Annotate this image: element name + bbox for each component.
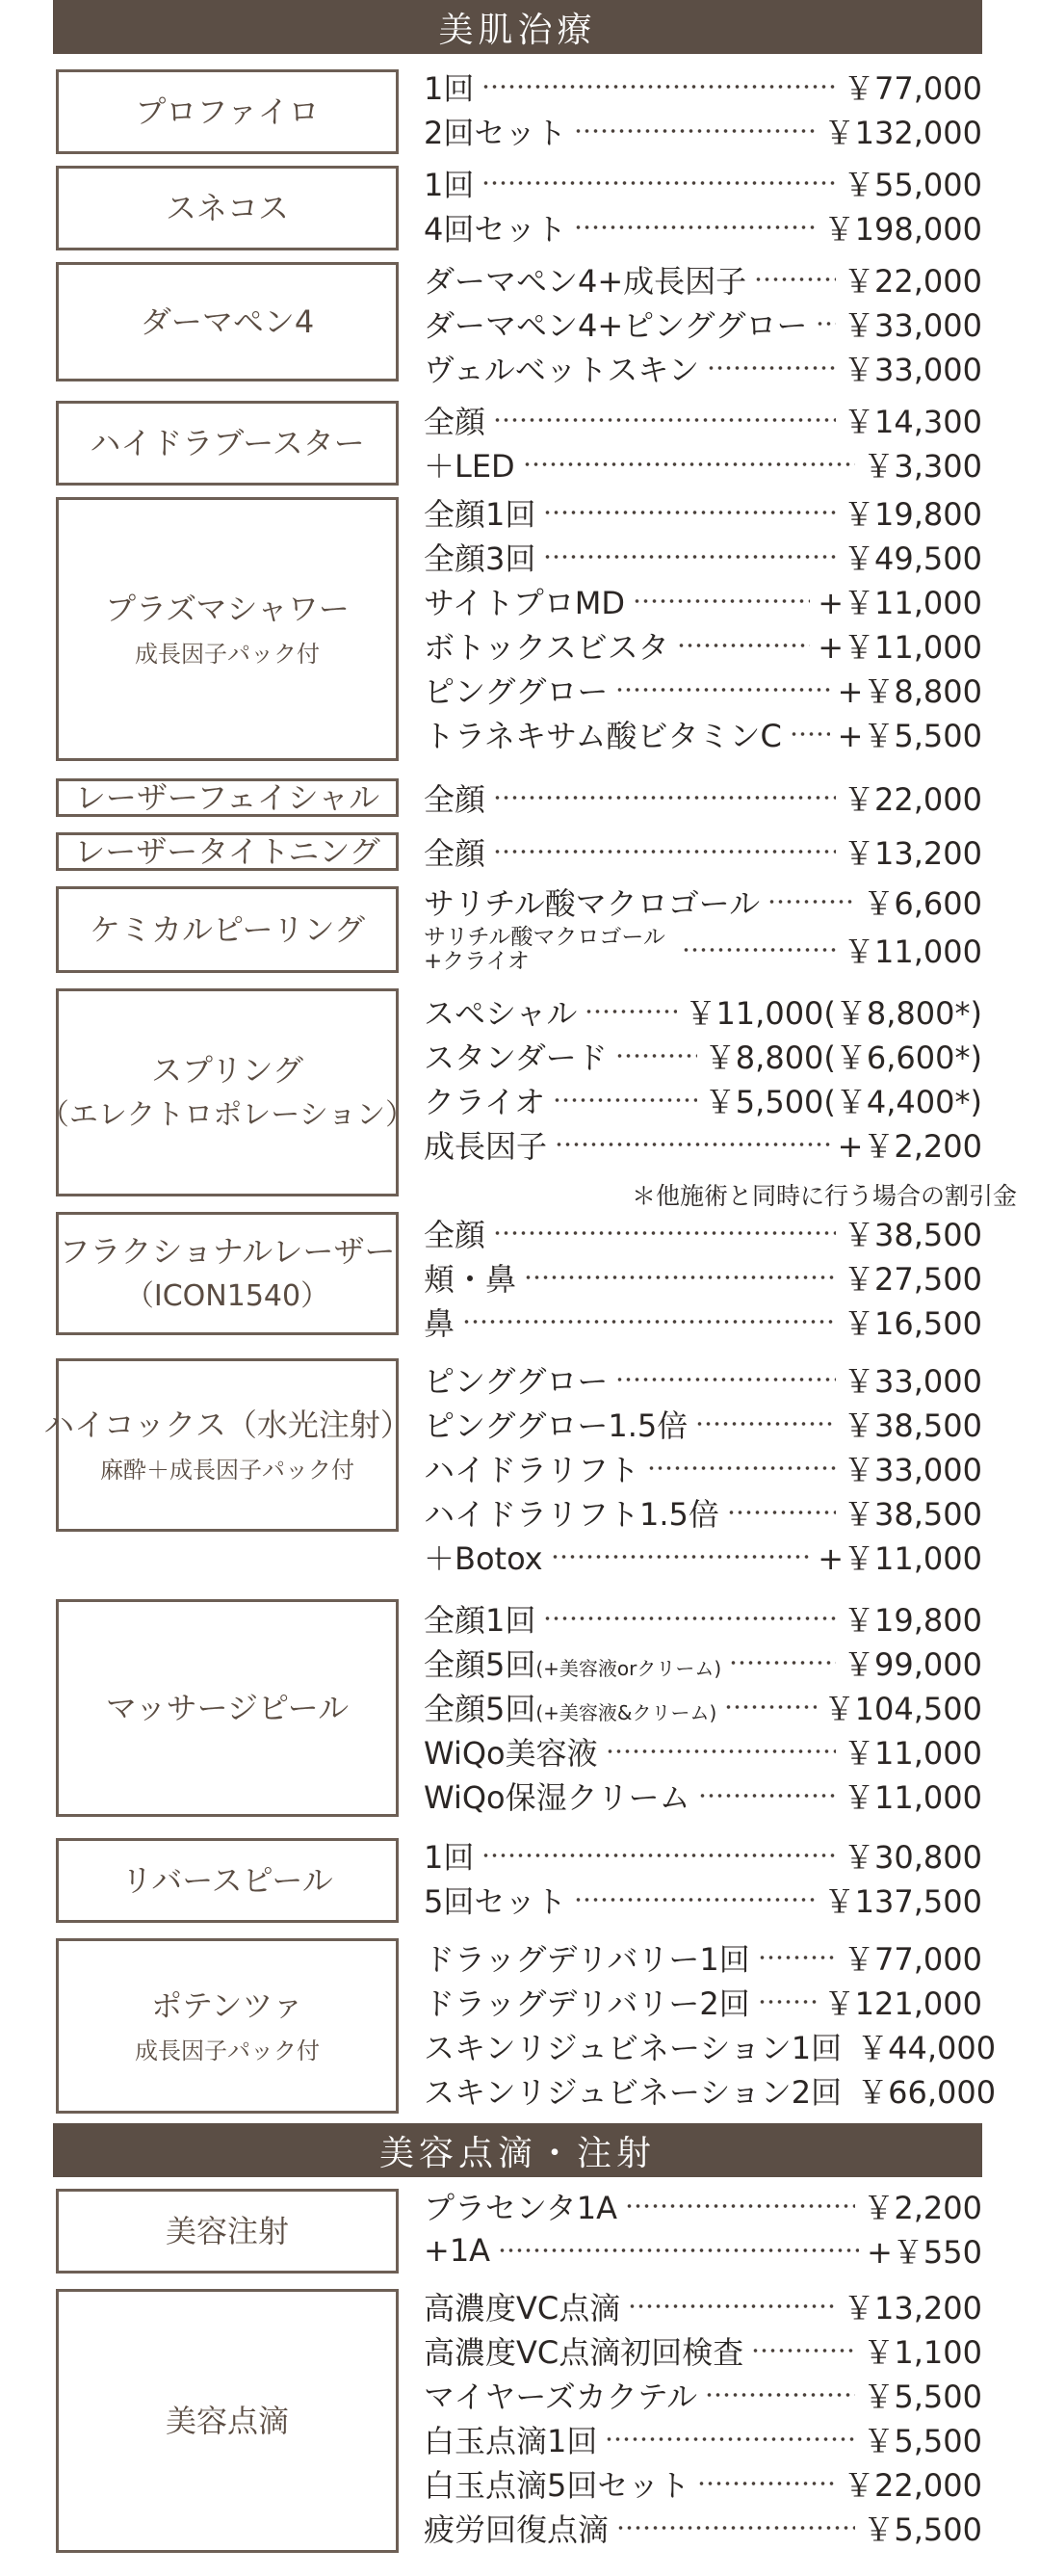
price-row — [424, 2506, 982, 2550]
dot-leader — [633, 597, 810, 605]
treatment-name: マッサージピール — [105, 1689, 350, 1726]
item-price: ￥19,800 — [844, 496, 982, 533]
dot-leader — [724, 1703, 816, 1711]
item-price: ￥11,000 — [844, 1735, 982, 1772]
item-price: ￥38,500 — [844, 1217, 982, 1253]
item-label-text: ドラッグデリバリー2回 — [424, 1985, 750, 2022]
dot-leader — [493, 416, 836, 424]
treatment-name: ポテンツァ — [150, 1986, 304, 2024]
item-price: ￥3,300 — [863, 448, 982, 485]
item-label-note: (+美容液&クリーム) — [535, 1701, 717, 1724]
item-label — [424, 2284, 620, 2328]
item-price: ￥99,000 — [844, 1646, 982, 1683]
item-price: ￥30,800 — [844, 1839, 982, 1876]
price-row — [424, 535, 982, 579]
price-row — [424, 1255, 982, 1300]
dot-leader — [625, 2202, 855, 2210]
item-label-text: 全顔1回 — [424, 496, 536, 533]
item-label-text: ドラッグデリバリー1回 — [424, 1941, 750, 1978]
item-price: +￥11,000 — [818, 585, 982, 621]
item-label-note: (+美容液orクリーム) — [535, 1657, 722, 1680]
price-row — [424, 1490, 982, 1535]
dot-leader — [605, 2435, 855, 2443]
item-label — [424, 1122, 547, 1167]
item-price: ￥33,000 — [844, 352, 982, 388]
dot-leader — [707, 364, 836, 372]
dot-leader — [493, 794, 836, 802]
price-row — [424, 1878, 982, 1922]
dot-leader — [493, 848, 836, 855]
item-label-text: 鼻 — [424, 1305, 455, 1342]
item-label — [424, 2461, 689, 2506]
item-price: ￥13,200 — [844, 2290, 982, 2326]
treatment-name: ハイコックス（水光注射） — [43, 1406, 411, 1443]
dot-leader — [481, 1852, 836, 1859]
item-label — [424, 109, 566, 153]
item-price: ￥5,500 — [863, 2379, 982, 2415]
item-price: ￥33,000 — [844, 1452, 982, 1488]
treatment-name: フラクショナルレーザー — [59, 1233, 396, 1271]
item-label-text: 高濃度VC点滴 — [424, 2290, 621, 2326]
item-price: ￥1,100 — [863, 2334, 982, 2371]
dot-leader — [481, 83, 836, 91]
item-price: ￥22,000 — [844, 781, 982, 818]
item-price: ￥77,000 — [844, 70, 982, 107]
price-row — [424, 2328, 982, 2373]
dot-leader — [585, 1008, 677, 1015]
item-label-text: 高濃度VC点滴初回検査 — [424, 2334, 744, 2371]
price-row — [424, 2184, 982, 2228]
item-label-text: ヴェルベットスキン — [424, 352, 700, 388]
item-price: ￥66,000 — [857, 2074, 997, 2111]
item-label — [424, 1980, 750, 2024]
item-label — [424, 1833, 474, 1878]
price-row — [424, 1641, 982, 1685]
dot-leader — [462, 1318, 836, 1326]
dot-leader — [615, 686, 829, 694]
item-price: ￥121,000 — [823, 1985, 982, 2022]
item-label-text: 成長因子 — [424, 1128, 548, 1165]
item-label-text: ＋LED — [424, 448, 515, 485]
treatment-subtitle: 成長因子パック付 — [135, 641, 320, 669]
price-row — [424, 1596, 982, 1641]
item-label — [424, 2506, 609, 2550]
item-label — [424, 1774, 690, 1818]
dot-leader — [705, 2391, 855, 2399]
item-label-text: サイトプロMD — [424, 585, 626, 621]
item-price: ￥2,200 — [863, 2190, 982, 2226]
item-label-text: ハイドラリフト — [424, 1452, 640, 1488]
dot-leader — [698, 1792, 836, 1800]
item-label-text: クライオ — [424, 1084, 546, 1120]
item-price: ￥11,000(￥8,800*) — [685, 995, 982, 1032]
price-row — [424, 712, 982, 756]
treatment-name: ハイドラブースター — [90, 424, 365, 461]
item-label-text: WiQo保湿クリーム — [424, 1779, 690, 1816]
item-label-text: 全顔 — [424, 781, 486, 818]
price-row — [424, 302, 982, 346]
price-row — [424, 668, 982, 712]
dot-leader — [555, 1141, 830, 1148]
item-label-text: 4回セット — [424, 211, 567, 248]
item-label — [424, 1446, 639, 1490]
item-label-text: 頬・鼻 — [424, 1261, 517, 1298]
item-label-text: ピンググロー — [424, 1363, 609, 1400]
item-label-text: ピンググロー1.5倍 — [424, 1407, 689, 1444]
price-row — [424, 880, 982, 924]
price-row — [424, 2024, 997, 2068]
price-row — [424, 2284, 982, 2328]
dot-leader — [524, 1274, 836, 1281]
item-price: ￥38,500 — [844, 1496, 982, 1533]
price-row — [424, 989, 982, 1034]
treatment-name-box — [56, 2289, 399, 2553]
price-row — [424, 2068, 997, 2113]
item-label — [424, 2417, 597, 2461]
item-label-text: サリチル酸マクロゴール +クライオ — [424, 924, 665, 974]
item-label-text: スタンダード — [424, 1039, 608, 1076]
item-price: ￥198,000 — [823, 211, 982, 248]
item-label — [424, 1935, 750, 1980]
treatment-name-box — [56, 1212, 399, 1335]
treatment-name-box — [39, 988, 415, 1196]
item-price: ￥5,500(￥4,400*) — [704, 1084, 982, 1120]
item-price: ￥77,000 — [844, 1941, 982, 1978]
item-price: ￥11,000 — [844, 1779, 982, 1816]
price-row — [424, 398, 982, 442]
item-label — [424, 880, 760, 924]
item-label — [424, 257, 746, 302]
price-row — [424, 1211, 982, 1255]
item-label — [424, 1402, 688, 1446]
dot-leader — [574, 127, 816, 135]
dot-leader — [553, 1096, 697, 1104]
dot-leader — [816, 320, 836, 328]
dot-leader — [574, 1896, 816, 1904]
item-label-text: 全顔3回 — [424, 540, 536, 577]
dot-leader — [758, 1954, 836, 1961]
item-label — [424, 2184, 617, 2228]
price-row — [424, 829, 982, 874]
dot-leader — [615, 1052, 697, 1060]
price-row — [424, 1078, 982, 1122]
item-label — [424, 490, 535, 535]
dot-leader — [677, 642, 810, 649]
item-label-text: スキンリジュビネーション2回 — [424, 2074, 843, 2111]
item-label — [424, 1255, 516, 1300]
price-row — [424, 1357, 982, 1402]
dot-leader — [523, 460, 856, 468]
item-price: ￥27,500 — [844, 1261, 982, 1298]
item-price: ￥11,000 — [844, 933, 982, 970]
item-label-text: ハイドラリフト1.5倍 — [424, 1496, 719, 1533]
item-label-text: 全顔 — [424, 404, 486, 440]
item-label-text: トラネキサム酸ビタミンC — [424, 718, 782, 754]
item-label-text: スペシャル — [424, 995, 578, 1032]
item-label-text: プラセンタ1A — [424, 2190, 617, 2226]
item-price: ￥16,500 — [844, 1305, 982, 1342]
section-header: 美容点滴・注射 — [53, 2123, 982, 2177]
item-label — [424, 2068, 842, 2113]
section-header: 美肌治療 — [53, 0, 982, 54]
treatment-name-box — [56, 69, 399, 154]
item-label — [424, 535, 535, 579]
item-price: ￥44,000 — [857, 2030, 997, 2066]
treatment-name: レーザーフェイシャル — [74, 778, 380, 816]
treatment-name-box — [43, 1358, 411, 1532]
treatment-name: ダーマペン4 — [140, 302, 315, 340]
price-row — [424, 579, 982, 623]
item-label-text: 全顔5回 — [424, 1691, 536, 1727]
price-row — [424, 1774, 982, 1818]
item-price: ￥22,000 — [844, 2467, 982, 2504]
price-row — [424, 442, 982, 486]
item-label-text: 全顔1回 — [424, 1602, 536, 1639]
item-label — [424, 1490, 719, 1535]
item-price: ￥8,800(￥6,600*) — [704, 1039, 982, 1076]
item-label — [424, 2024, 842, 2068]
dot-leader — [616, 2524, 855, 2532]
dot-leader — [606, 1748, 836, 1755]
item-label — [424, 398, 485, 442]
item-label — [424, 1729, 598, 1774]
item-label — [424, 161, 474, 205]
dot-leader — [751, 2347, 855, 2354]
price-row — [424, 775, 982, 820]
item-label-text: ＋Botox — [424, 1540, 543, 1577]
treatment-name-box — [56, 401, 399, 486]
item-label-text: 2回セット — [424, 115, 567, 151]
price-row — [424, 2228, 982, 2273]
treatment-name-box — [56, 497, 399, 761]
dot-leader — [767, 898, 855, 906]
price-row — [424, 109, 982, 153]
item-label-text: 1回 — [424, 70, 475, 107]
item-label — [424, 579, 625, 623]
price-row — [424, 1685, 982, 1729]
item-price: ￥13,200 — [844, 835, 982, 872]
item-label — [424, 775, 485, 820]
item-label-text: 白玉点滴5回セット — [424, 2467, 690, 2504]
item-price: ￥132,000 — [823, 115, 982, 151]
item-price: +￥11,000 — [818, 629, 982, 666]
dot-leader — [695, 1420, 836, 1428]
item-label — [424, 1685, 716, 1729]
price-row — [424, 2461, 982, 2506]
item-price: ￥55,000 — [844, 167, 982, 203]
dot-leader — [729, 1659, 836, 1667]
treatment-name-box — [56, 886, 399, 973]
treatment-name: スプリング — [150, 1052, 304, 1090]
dot-leader — [647, 1464, 836, 1472]
item-price: ￥33,000 — [844, 307, 982, 344]
treatment-name-box — [56, 778, 399, 817]
item-label — [424, 65, 474, 109]
treatment-name-box — [56, 1938, 399, 2114]
treatment-name-box — [56, 2189, 399, 2274]
item-label — [424, 829, 485, 874]
item-label-text: ピンググロー — [424, 673, 609, 710]
price-row — [424, 623, 982, 668]
item-label — [424, 623, 669, 668]
dot-leader — [551, 1553, 811, 1561]
item-label — [424, 2328, 743, 2373]
item-price: ￥49,500 — [844, 540, 982, 577]
item-price: +￥11,000 — [818, 1540, 982, 1577]
item-label-text: スキンリジュビネーション1回 — [424, 2030, 843, 2066]
item-label — [424, 712, 782, 756]
item-price: ￥22,000 — [844, 263, 982, 300]
dot-leader — [543, 1615, 836, 1622]
treatment-subtitle: 成長因子パック付 — [135, 2037, 320, 2065]
item-label-text: 1回 — [424, 167, 475, 203]
price-row — [424, 1980, 982, 2024]
treatment-name: レーザータイトニング — [74, 832, 380, 870]
item-label — [424, 2232, 490, 2269]
treatment-subtitle: 麻酔＋成長因子パック付 — [100, 1457, 354, 1485]
price-row — [424, 1535, 982, 1579]
dot-leader — [498, 2247, 859, 2254]
treatment-name: 美容点滴 — [165, 2402, 289, 2439]
treatment-name-box — [56, 166, 399, 250]
item-price: ￥19,800 — [844, 1602, 982, 1639]
item-label-text: 全顔5回 — [424, 1646, 536, 1683]
item-price: ￥38,500 — [844, 1407, 982, 1444]
price-row — [424, 1034, 982, 1078]
price-row — [424, 1833, 982, 1878]
price-row — [424, 1729, 982, 1774]
item-label — [424, 1535, 543, 1579]
price-row — [424, 490, 982, 535]
item-label-text: 全顔 — [424, 1217, 486, 1253]
treatment-name-box — [56, 1599, 399, 1817]
dot-leader — [790, 730, 830, 738]
price-row — [424, 1446, 982, 1490]
price-row — [424, 65, 982, 109]
item-label-text: +1A — [424, 2232, 491, 2269]
price-row — [424, 205, 982, 250]
price-row — [424, 1122, 982, 1167]
item-price: +￥5,500 — [837, 718, 982, 754]
item-price: +￥550 — [867, 2234, 982, 2271]
dot-leader — [481, 179, 836, 187]
item-price: ￥14,300 — [844, 404, 982, 440]
treatment-name: ケミカルピーリング — [89, 910, 366, 948]
dot-leader — [493, 1229, 836, 1237]
item-label — [424, 1078, 545, 1122]
item-label — [424, 1300, 455, 1344]
item-label — [424, 1878, 566, 1922]
item-label-text: 5回セット — [424, 1883, 567, 1920]
treatment-name: プラズマシャワー — [105, 590, 350, 627]
dot-leader — [682, 946, 836, 954]
treatment-name: スネコス — [165, 189, 289, 226]
treatment-name: プロファイロ — [135, 92, 320, 130]
item-label-text: ダーマペン4+ピンググロー — [424, 307, 808, 344]
item-price: ￥5,500 — [863, 2423, 982, 2459]
item-label-text: 全顔 — [424, 835, 486, 872]
item-label — [424, 442, 515, 486]
item-label — [424, 205, 566, 250]
item-label — [424, 1034, 608, 1078]
price-row — [424, 161, 982, 205]
item-label — [424, 1357, 608, 1402]
item-label-text: 1回 — [424, 1839, 475, 1876]
dot-leader — [697, 2480, 836, 2487]
item-label-text: 疲労回復点滴 — [424, 2511, 610, 2548]
treatment-name: 美容注射 — [165, 2212, 289, 2249]
item-price: ￥137,500 — [823, 1883, 982, 1920]
dot-leader — [543, 509, 836, 516]
item-label — [424, 1596, 535, 1641]
price-row — [424, 346, 982, 390]
treatment-subtitle: （エレクトロポレーション） — [39, 1097, 415, 1132]
treatment-name-box — [56, 262, 399, 381]
item-price: ￥5,500 — [863, 2511, 982, 2548]
treatment-name: リバースピール — [121, 1861, 333, 1899]
price-row — [424, 924, 982, 974]
item-label — [424, 346, 699, 390]
item-price: +￥8,800 — [837, 673, 982, 710]
dot-leader — [754, 276, 836, 283]
item-label-text: マイヤーズカクテル — [424, 2379, 698, 2415]
price-row — [424, 2373, 982, 2417]
item-price: ￥6,600 — [863, 885, 982, 922]
price-row — [424, 1935, 982, 1980]
item-price: ￥33,000 — [844, 1363, 982, 1400]
dot-leader — [758, 1998, 817, 2006]
dot-leader — [727, 1509, 836, 1516]
item-label — [424, 2373, 697, 2417]
item-label — [424, 926, 674, 975]
price-row — [424, 1402, 982, 1446]
item-label-text: ダーマペン4+成長因子 — [424, 263, 747, 300]
dot-leader — [628, 2302, 836, 2310]
discount-note: ＊他施術と同時に行う場合の割引金 — [632, 1182, 1018, 1210]
dot-leader — [543, 553, 836, 561]
treatment-name-box — [56, 832, 399, 871]
price-row — [424, 1300, 982, 1344]
item-label-text: サリチル酸マクロゴール — [424, 885, 761, 922]
treatment-name-box — [56, 1838, 399, 1923]
price-row — [424, 2417, 982, 2461]
dot-leader — [615, 1376, 836, 1383]
item-label-text: ボトックスビスタ — [424, 629, 669, 666]
item-price: ￥104,500 — [823, 1691, 982, 1727]
item-label — [424, 668, 608, 712]
item-label — [424, 1641, 721, 1685]
item-price: +￥2,200 — [837, 1128, 982, 1165]
item-label — [424, 989, 577, 1034]
dot-leader — [574, 223, 816, 231]
treatment-subtitle: （ICON1540） — [124, 1278, 330, 1313]
item-label — [424, 1211, 485, 1255]
price-row — [424, 257, 982, 302]
item-label-text: 白玉点滴1回 — [424, 2423, 598, 2459]
item-label-text: WiQo美容液 — [424, 1735, 598, 1772]
item-label — [424, 302, 808, 346]
